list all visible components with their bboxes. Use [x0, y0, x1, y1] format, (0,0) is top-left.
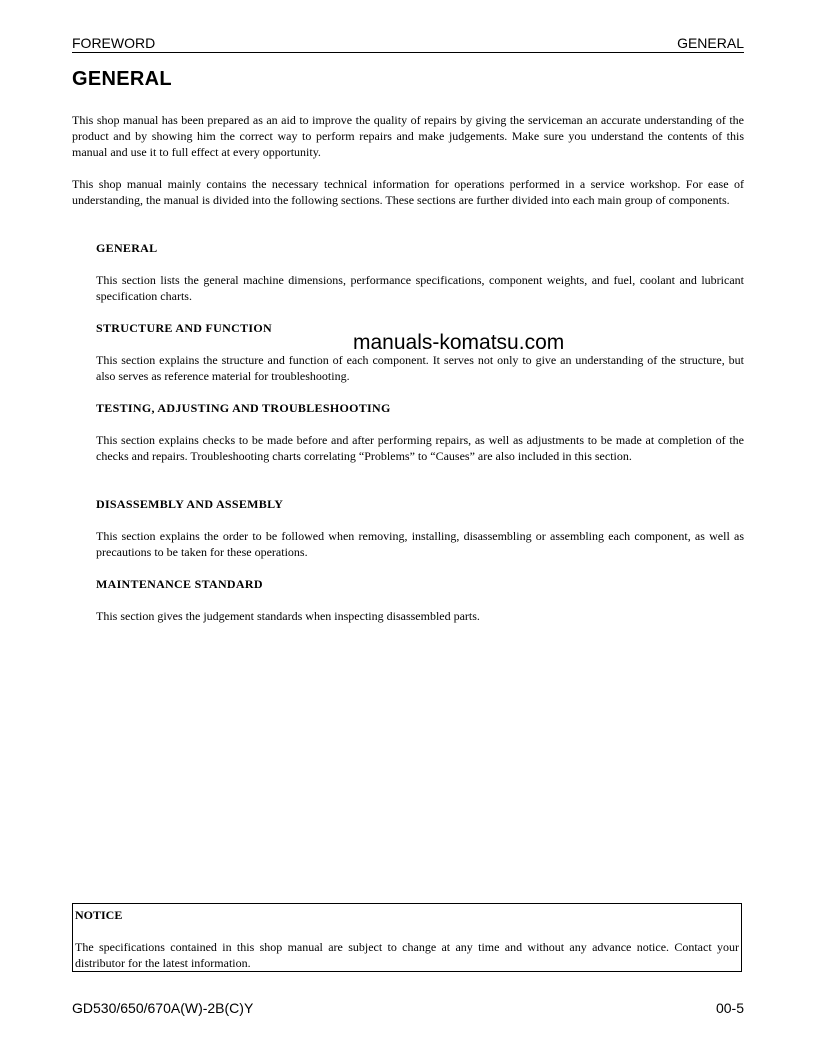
intro-paragraph: This shop manual mainly contains the necessary technical information for operations performed in a service workshop. For ease of understanding, the manual is divided into the following sections. These sections are further divided into each main group of components. [72, 177, 744, 207]
section-text: This section explains the order to be followed when removing, installing, disassembling or assembling each component, as well as precautions to be taken for these operations. [96, 529, 744, 559]
section-testing-adjusting-troubleshooting [96, 400, 744, 464]
page-title: GENERAL [72, 68, 172, 90]
section-heading: GENERAL [96, 241, 158, 255]
section-heading: TESTING, ADJUSTING AND TROUBLESHOOTING [96, 401, 391, 415]
section-maintenance-standard [96, 576, 744, 624]
header-section-label: FOREWORD [72, 35, 156, 51]
section-text: This section gives the judgement standards when inspecting disassembled parts. [96, 609, 480, 623]
watermark: manuals-komatsu.com [353, 331, 565, 354]
page-header [72, 35, 744, 53]
section-text: This section explains checks to be made before and after performing repairs, as well as adjustments to be made at completion of the checks and repairs. Troubleshooting charts correlating “Problems” to “Causes” are also included in this section. [96, 433, 744, 463]
section-heading: DISASSEMBLY AND ASSEMBLY [96, 497, 284, 511]
notice-text: The specifications contained in this shop manual are subject to change at any time and without any advance notice. Contact your distributor for the latest information. [75, 940, 739, 970]
section-text: This section explains the structure and function of each component. It serves not only to give an understanding of the structure, but also serves as reference material for troubleshooting. [96, 353, 744, 383]
section-text: This section lists the general machine dimensions, performance specifications, component weights, and fuel, coolant and lubricant specification charts. [96, 273, 744, 303]
footer-model-number: GD530/650/670A(W)-2B(C)Y [72, 1000, 254, 1016]
notice-heading: NOTICE [75, 908, 123, 922]
header-chapter-label: GENERAL [677, 35, 744, 51]
footer-page-number: 00-5 [715, 1000, 744, 1016]
section-general [96, 240, 744, 304]
section-heading: STRUCTURE AND FUNCTION [96, 321, 272, 335]
notice-box [72, 903, 742, 972]
section-heading: MAINTENANCE STANDARD [96, 577, 263, 591]
intro-paragraph: This shop manual has been prepared as an aid to improve the quality of repairs by giving the serviceman an accurate understanding of the product and by showing him the correct way to perform repairs and make judgements. Make sure you understand the contents of this manual and use it to full effect at every opportunity. [72, 113, 744, 159]
section-disassembly-and-assembly [96, 496, 744, 560]
